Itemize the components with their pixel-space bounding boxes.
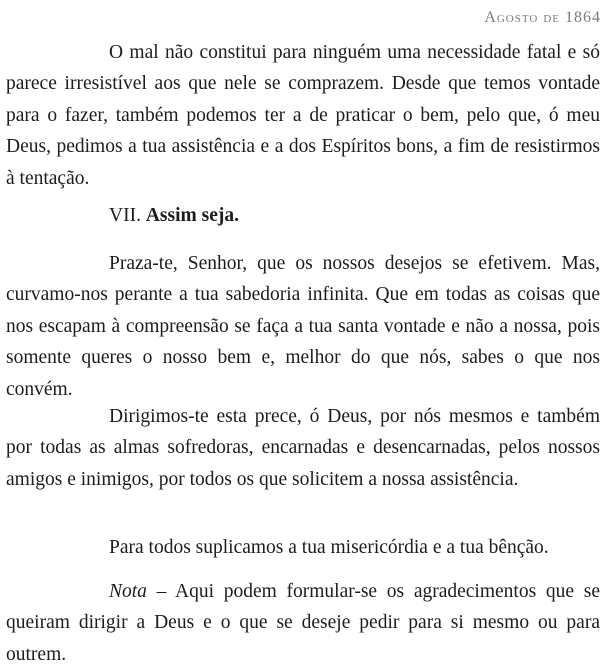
note-label: Nota (109, 581, 147, 602)
section-number: VII. (109, 205, 141, 226)
paragraph-note (6, 576, 600, 670)
paragraph-wishes: Praza-te, Senhor, que os nossos desejos se efetivem. Mas, curvamo-nos perante a tua sabedoria infinita. Que em todas as coisas que nos escapam à compreensão se faça a tua santa vontade e não a nossa, pois somente queres o nosso bem e, melhor do que nós, sabes o que nos convém. (6, 253, 600, 400)
section-title: Assim seja. (145, 205, 239, 226)
running-header: Agosto de 1864 (484, 9, 601, 26)
paragraph-temptation: O mal não constitui para ninguém uma necessidade fatal e só parece irresistível aos que nele se comprazem. Desde que temos vontade para o fazer, também podemos ter a de praticar o bem, pelo que, ó meu Deus, pedimos a tua assistência e a dos Espíritos bons, a fim de resistirmos à tentação. (6, 42, 600, 189)
paragraph-supplication: Para todos suplicamos a tua misericórdia e a tua bênção. (109, 537, 549, 558)
paragraph-prayer: Dirigimos-te esta prece, ó Deus, por nós mesmos e também por todas as almas sofredoras, encarnadas e desencarnadas, pelos nossos amigos e inimigos, por todos os que solicitem a nossa assistência. (6, 406, 600, 490)
note-text: – Aqui podem formular-se os agradecimentos que se queiram dirigir a Deus e o que se deseje pedir para si mesmo ou para outrem. (6, 581, 600, 665)
section-heading (109, 200, 239, 231)
